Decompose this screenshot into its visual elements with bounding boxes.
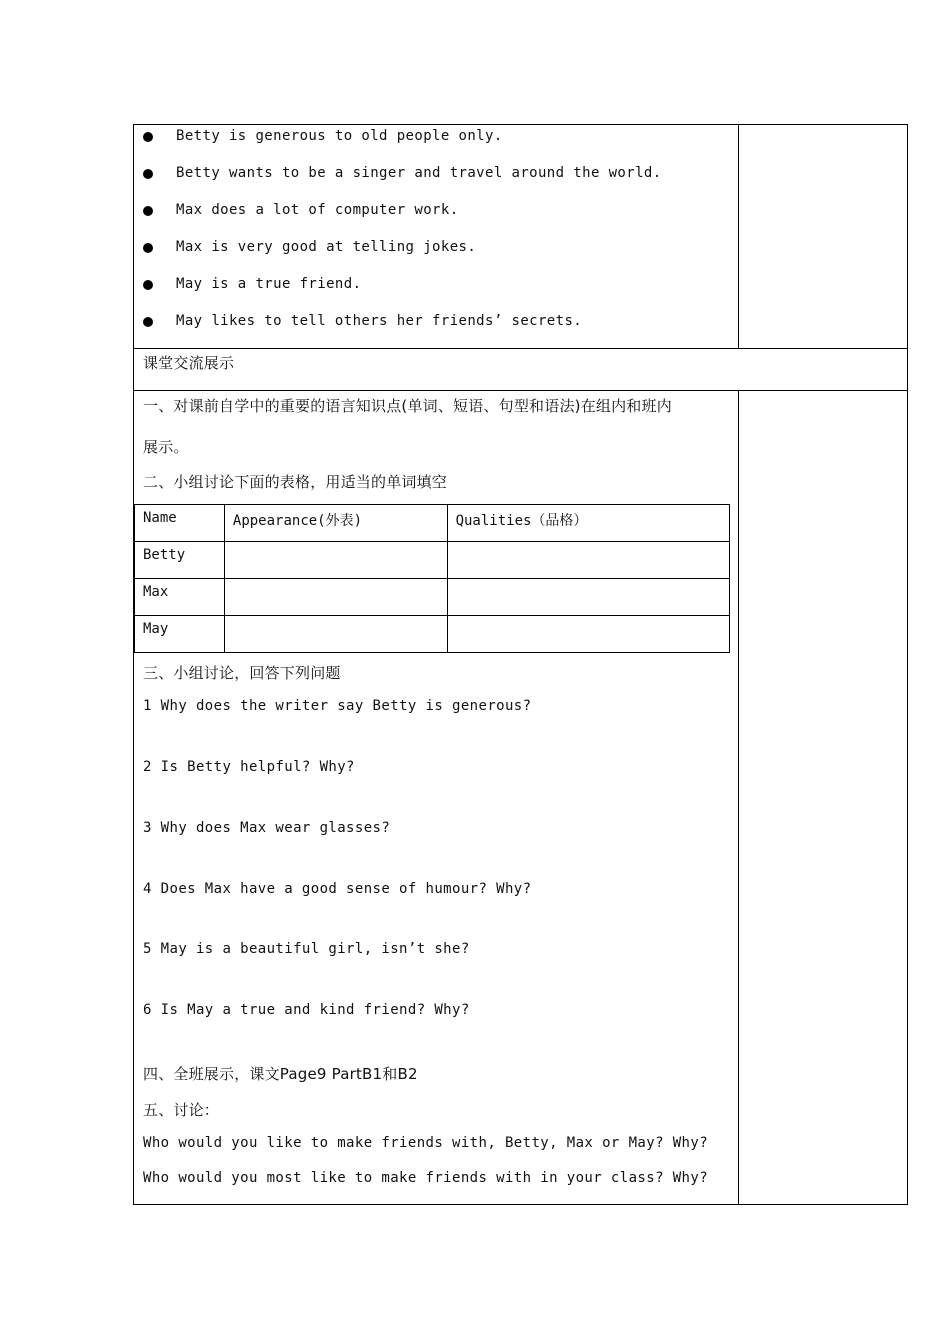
question: 5 May is a beautiful girl, isn’t she?: [143, 941, 470, 957]
bullet-dot: [143, 132, 153, 142]
bullet-text: Betty is generous to old people only.: [176, 128, 503, 144]
table-row: [135, 542, 730, 579]
appearance-cell[interactable]: [224, 542, 447, 579]
bullet-dot: [143, 169, 153, 179]
bullet-text: May is a true friend.: [176, 276, 362, 292]
bullet-dot: [143, 206, 153, 216]
row-name: Max: [135, 579, 225, 616]
section-title: 课堂交流展示: [143, 354, 235, 372]
discussion-question: Who would you most like to make friends with in your class? Why?: [143, 1170, 709, 1186]
discussion-question: Who would you like to make friends with, Betty, Max or May? Why?: [143, 1135, 709, 1151]
step4-heading: 四、全班展示，课文Page9 PartB1和B2: [143, 1065, 418, 1083]
step1-line1: 一、对课前自学中的重要的语言知识点(单词、短语、句型和语法)在组内和班内: [143, 397, 672, 415]
column-divider-bottom: [738, 390, 739, 1205]
appearance-cell[interactable]: [224, 616, 447, 653]
row-divider-1: [133, 348, 908, 349]
header-qualities: Qualities（品格）: [447, 505, 729, 542]
character-table: [134, 504, 730, 653]
table-row: [135, 579, 730, 616]
header-appearance: Appearance(外表): [224, 505, 447, 542]
question: 4 Does Max have a good sense of humour? Why?: [143, 881, 532, 897]
bullet-text: Betty wants to be a singer and travel around the world.: [176, 165, 662, 181]
step5-heading: 五、讨论：: [143, 1101, 220, 1119]
bullet-text: Max does a lot of computer work.: [176, 202, 459, 218]
question: 6 Is May a true and kind friend? Why?: [143, 1002, 470, 1018]
row-divider-2: [133, 390, 908, 391]
bullet-text: May likes to tell others her friends’ secrets.: [176, 313, 583, 329]
question: 2 Is Betty helpful? Why?: [143, 759, 355, 775]
qualities-cell[interactable]: [447, 542, 729, 579]
bullet-dot: [143, 280, 153, 290]
column-divider-top: [738, 124, 739, 348]
table-row: [135, 616, 730, 653]
step1-line2: 展示。: [143, 438, 189, 456]
qualities-cell[interactable]: [447, 616, 729, 653]
table-header-row: [135, 505, 730, 542]
bullet-dot: [143, 243, 153, 253]
row-name: Betty: [135, 542, 225, 579]
step2-heading: 二、小组讨论下面的表格，用适当的单词填空: [143, 473, 448, 491]
bullet-text: Max is very good at telling jokes.: [176, 239, 477, 255]
question: 3 Why does Max wear glasses?: [143, 820, 391, 836]
step3-heading: 三、小组讨论，回答下列问题: [143, 664, 341, 682]
row-name: May: [135, 616, 225, 653]
bullet-dot: [143, 317, 153, 327]
question: 1 Why does the writer say Betty is generous?: [143, 698, 532, 714]
appearance-cell[interactable]: [224, 579, 447, 616]
header-name: Name: [135, 505, 225, 542]
qualities-cell[interactable]: [447, 579, 729, 616]
